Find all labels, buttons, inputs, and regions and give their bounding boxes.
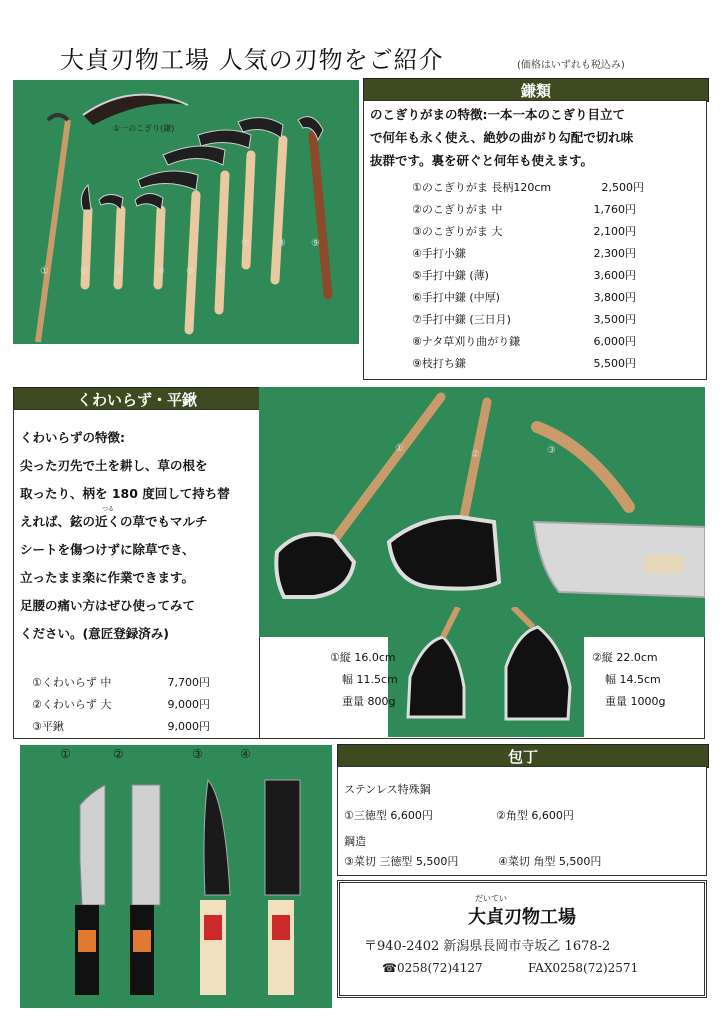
hoe-spec-area	[259, 637, 705, 739]
sickle-item-6-name: ⑥手打中鎌 (中厚)	[412, 291, 500, 304]
knife-illustration	[20, 745, 332, 1008]
knife-line3: 鋼造	[344, 835, 366, 848]
sickle-desc-3: 抜群です。裏を研ぐと何年も使えます。	[370, 153, 594, 168]
company-ruby: だいてい	[475, 894, 507, 903]
sickle-item-5-name: ⑤手打中鎌 (薄)	[412, 269, 489, 282]
photo-num-7: ⑦	[241, 238, 250, 249]
photo-num-6: ⑥	[216, 266, 225, 277]
photo-num-9: ⑨	[311, 238, 320, 249]
hoe-desc-5: シートを傷つけずに除草でき、	[20, 542, 195, 557]
sickle-heading: 鎌類	[363, 78, 709, 102]
hoe-item-2-name: ②くわいらず 大	[32, 698, 112, 711]
hoe-desc-7: 足腰の痛い方はぜひ使ってみて	[20, 598, 196, 613]
hoe-photo	[259, 387, 705, 637]
hoe-blade-illustration	[388, 607, 584, 737]
spec2-weight: 重量 1000g	[605, 695, 666, 708]
hoe-desc-6: 立ったまま楽に作業できます。	[20, 570, 195, 585]
hoe-info-box	[13, 409, 259, 739]
spec2-width: 幅 14.5cm	[605, 673, 661, 686]
knife-line1: ステンレス特殊鋼	[344, 783, 431, 796]
sickle-item-2-price: 1,760円	[593, 203, 636, 216]
hoe-illustration	[259, 387, 705, 637]
company-tel: ☎0258(72)4127	[382, 961, 483, 975]
sickle-item-1-price: 2,500円	[601, 181, 644, 194]
sickle-item-9-name: ⑨枝打ち鎌	[412, 357, 466, 370]
spec1-length: ①縦 16.0cm	[330, 651, 396, 664]
photo-num-3: ③	[114, 266, 123, 277]
spec1-weight: 重量 800g	[342, 695, 396, 708]
sickle-item-8-name: ⑧ナタ草刈り曲がり鎌	[412, 335, 521, 348]
hoe-item-2-price: 9,000円	[167, 698, 210, 711]
knife-num-4: ④	[240, 747, 251, 761]
hoe-desc-3: 取ったり、柄を 180 度回して持ち替	[20, 486, 230, 501]
sickle-item-9-price: 5,500円	[593, 357, 636, 370]
photo-num-2: ②	[80, 266, 89, 277]
hoe-ruby: つる	[102, 506, 115, 513]
sickle-desc-1: のこぎりがまの特徴:一本一本のこぎり目立て	[370, 107, 625, 122]
hoe-desc-1: くわいらずの特徴:	[20, 430, 125, 445]
tax-note: (価格はいずれも税込み)	[517, 60, 625, 71]
company-name: 大貞刃物工場	[468, 907, 576, 928]
sickle-illustration	[13, 80, 359, 344]
hoe-desc-8: ください。(意匠登録済み)	[20, 626, 169, 641]
hoe-desc-4: えれば、鉉の近くの草でもマルチ	[20, 514, 208, 529]
page-title: 大貞刃物工場 人気の刃物をご紹介	[60, 46, 444, 74]
sickle-item-7-name: ⑦手打中鎌 (三日月)	[412, 313, 511, 326]
sickle-item-3-name: ③のこぎりがま 大	[412, 225, 503, 238]
hoe-photo-num-1: ①	[395, 443, 404, 454]
sickle-item-2-name: ②のこぎりがま 中	[412, 203, 503, 216]
hoe-item-1-price: 7,700円	[167, 676, 210, 689]
photo-num-1: ①	[40, 266, 49, 277]
sickle-info-box	[363, 100, 707, 380]
knife-photo	[20, 745, 332, 1008]
photo-num-5: ⑤	[186, 266, 195, 277]
sickle-item-6-price: 3,800円	[593, 291, 636, 304]
company-address: 〒940-2402 新潟県長岡市寺坂乙 1678-2	[364, 939, 611, 954]
sickle-item-4-name: ④手打小鎌	[412, 247, 466, 260]
photo-num-4: ④	[156, 266, 165, 277]
sickle-item-1-name: ①のこぎりがま 長柄120cm	[412, 181, 552, 194]
company-box	[337, 880, 707, 998]
photo-caption: ①一のこぎり(鎌)	[113, 124, 175, 133]
sickle-photo	[13, 80, 359, 344]
hoe-blade-photo	[388, 607, 584, 737]
sickle-item-7-price: 3,500円	[593, 313, 636, 326]
hoe-photo-num-2: ②	[471, 449, 480, 460]
sickle-item-4-price: 2,300円	[593, 247, 636, 260]
knife-line4-b: ④菜切 角型 5,500円	[498, 855, 602, 868]
knife-line2-a: ①三徳型 6,600円	[344, 809, 433, 822]
knife-num-3: ③	[192, 747, 203, 761]
sickle-desc-2: で何年も永く使え、絶妙の曲がり勾配で切れ味	[370, 130, 634, 145]
hoe-desc-2: 尖った刃先で土を耕し、草の根を	[20, 458, 208, 473]
photo-num-8: ⑧	[277, 238, 286, 249]
company-fax: FAX0258(72)2571	[528, 961, 639, 975]
knife-info-box	[337, 766, 707, 876]
hoe-item-1-name: ①くわいらず 中	[32, 676, 112, 689]
spec2-length: ②縦 22.0cm	[592, 651, 658, 664]
hoe-heading: くわいらず・平鍬	[13, 387, 261, 411]
knife-line2-b: ②角型 6,600円	[496, 809, 574, 822]
knife-line4-a: ③菜切 三徳型 5,500円	[344, 855, 459, 868]
sickle-item-5-price: 3,600円	[593, 269, 636, 282]
spec1-width: 幅 11.5cm	[342, 673, 398, 686]
hoe-item-3-price: 9,000円	[167, 720, 210, 733]
hoe-photo-num-3: ③	[547, 445, 556, 456]
knife-heading: 包丁	[337, 744, 709, 768]
sickle-item-3-price: 2,100円	[593, 225, 636, 238]
sickle-item-8-price: 6,000円	[593, 335, 636, 348]
knife-num-1: ①	[60, 747, 71, 761]
hoe-item-3-name: ③平鍬	[32, 720, 64, 733]
knife-num-2: ②	[113, 747, 124, 761]
